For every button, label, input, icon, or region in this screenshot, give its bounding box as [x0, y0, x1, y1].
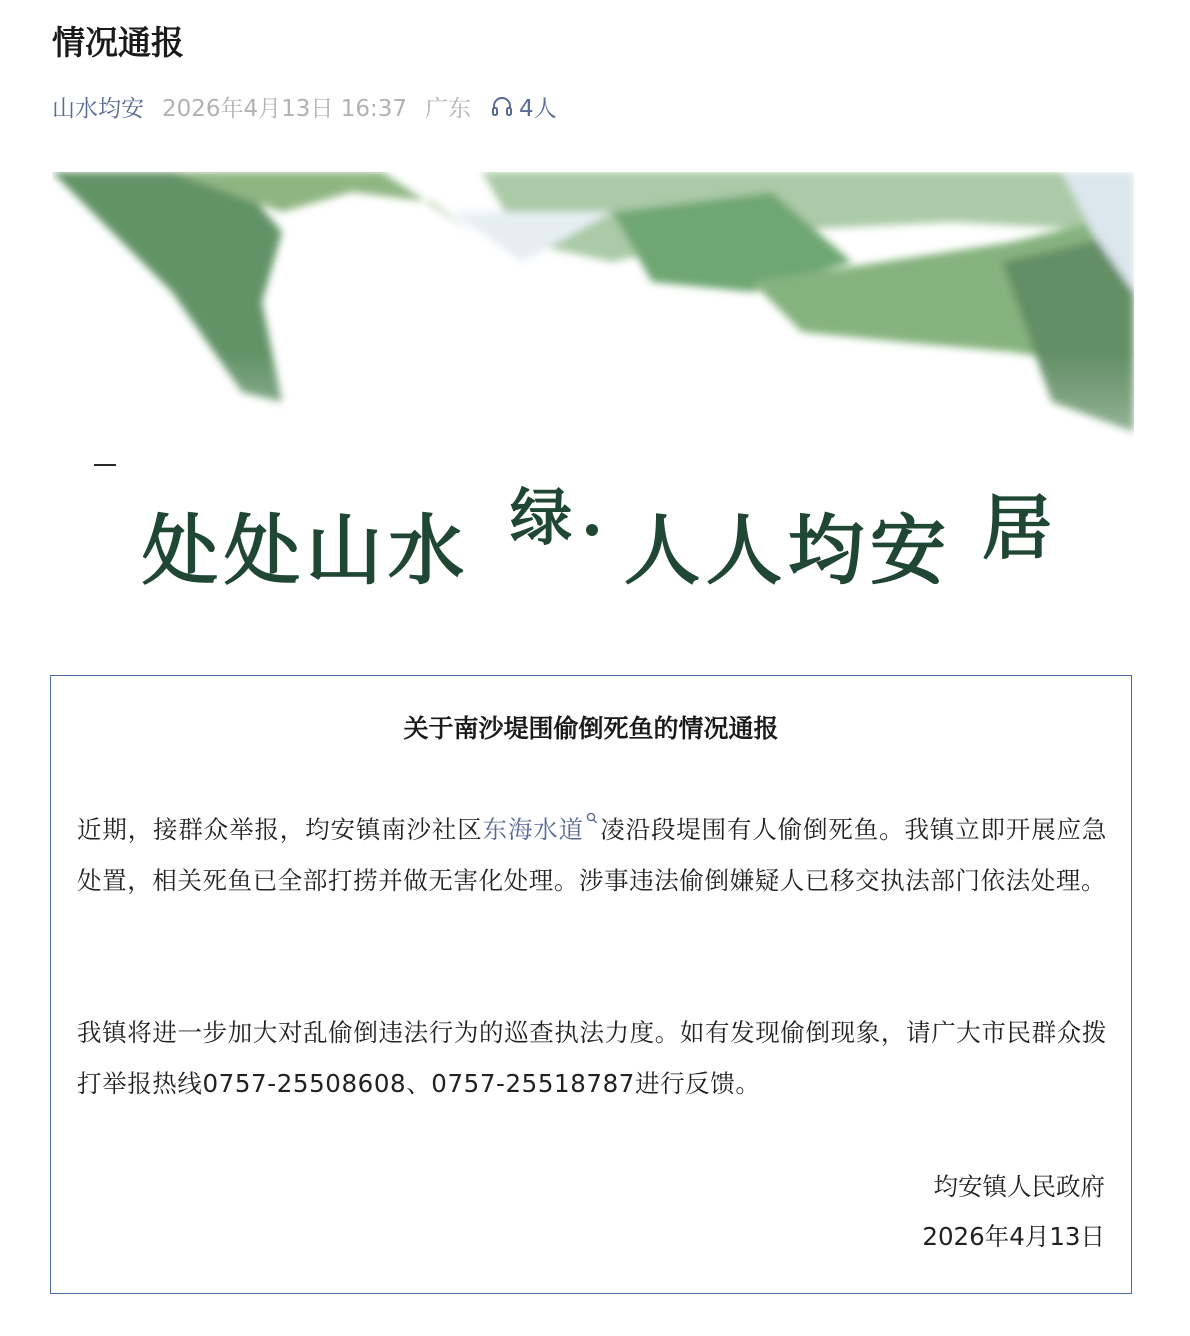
slogan-last: 居	[982, 486, 1052, 569]
author-link[interactable]: 山水均安	[52, 95, 144, 122]
region-label: 广东	[425, 95, 472, 122]
signature-org: 均安镇人民政府	[933, 1172, 1105, 1201]
para1-text-before: 近期，接群众举报，均安镇南沙社区	[77, 815, 483, 844]
headphones-icon	[491, 96, 513, 116]
notice-paragraph-2: 我镇将进一步加大对乱偷倒违法行为的巡查执法力度。如有发现偷倒现象，请广大市民群众拨打举报热线0757-25508608、0757-25518787进行反馈。	[77, 1018, 1107, 1098]
banner-image	[52, 172, 1134, 612]
signature-date: 2026年4月13日	[922, 1222, 1105, 1251]
notice-box	[50, 675, 1132, 1294]
article-meta	[52, 86, 557, 126]
slogan-mid: 绿	[510, 481, 573, 554]
slogan-dot	[586, 524, 598, 536]
notice-paragraph-1	[77, 804, 1107, 906]
article-title: 情况通报	[52, 23, 184, 62]
slogan-left: 处处山水	[142, 506, 470, 595]
slogan-right: 人人均安	[624, 506, 952, 595]
publish-date: 2026年4月13日 16:37	[162, 95, 408, 122]
banner-tick	[94, 464, 116, 466]
search-icon[interactable]	[586, 792, 598, 843]
listen-count: 4人	[519, 95, 557, 122]
listen-button[interactable]	[491, 90, 557, 123]
keyword-link[interactable]: 东海水道	[482, 815, 584, 844]
notice-heading: 关于南沙堤围偷倒死鱼的情况通报	[403, 714, 779, 743]
para1-text-after: 凌沿段堤围有人偷倒死鱼。我镇立即开展应急处置，相关死鱼已全部打捞并做无害化处理。涉事违法偷倒嫌疑人已移交执法部门依法处理。	[77, 815, 1107, 895]
